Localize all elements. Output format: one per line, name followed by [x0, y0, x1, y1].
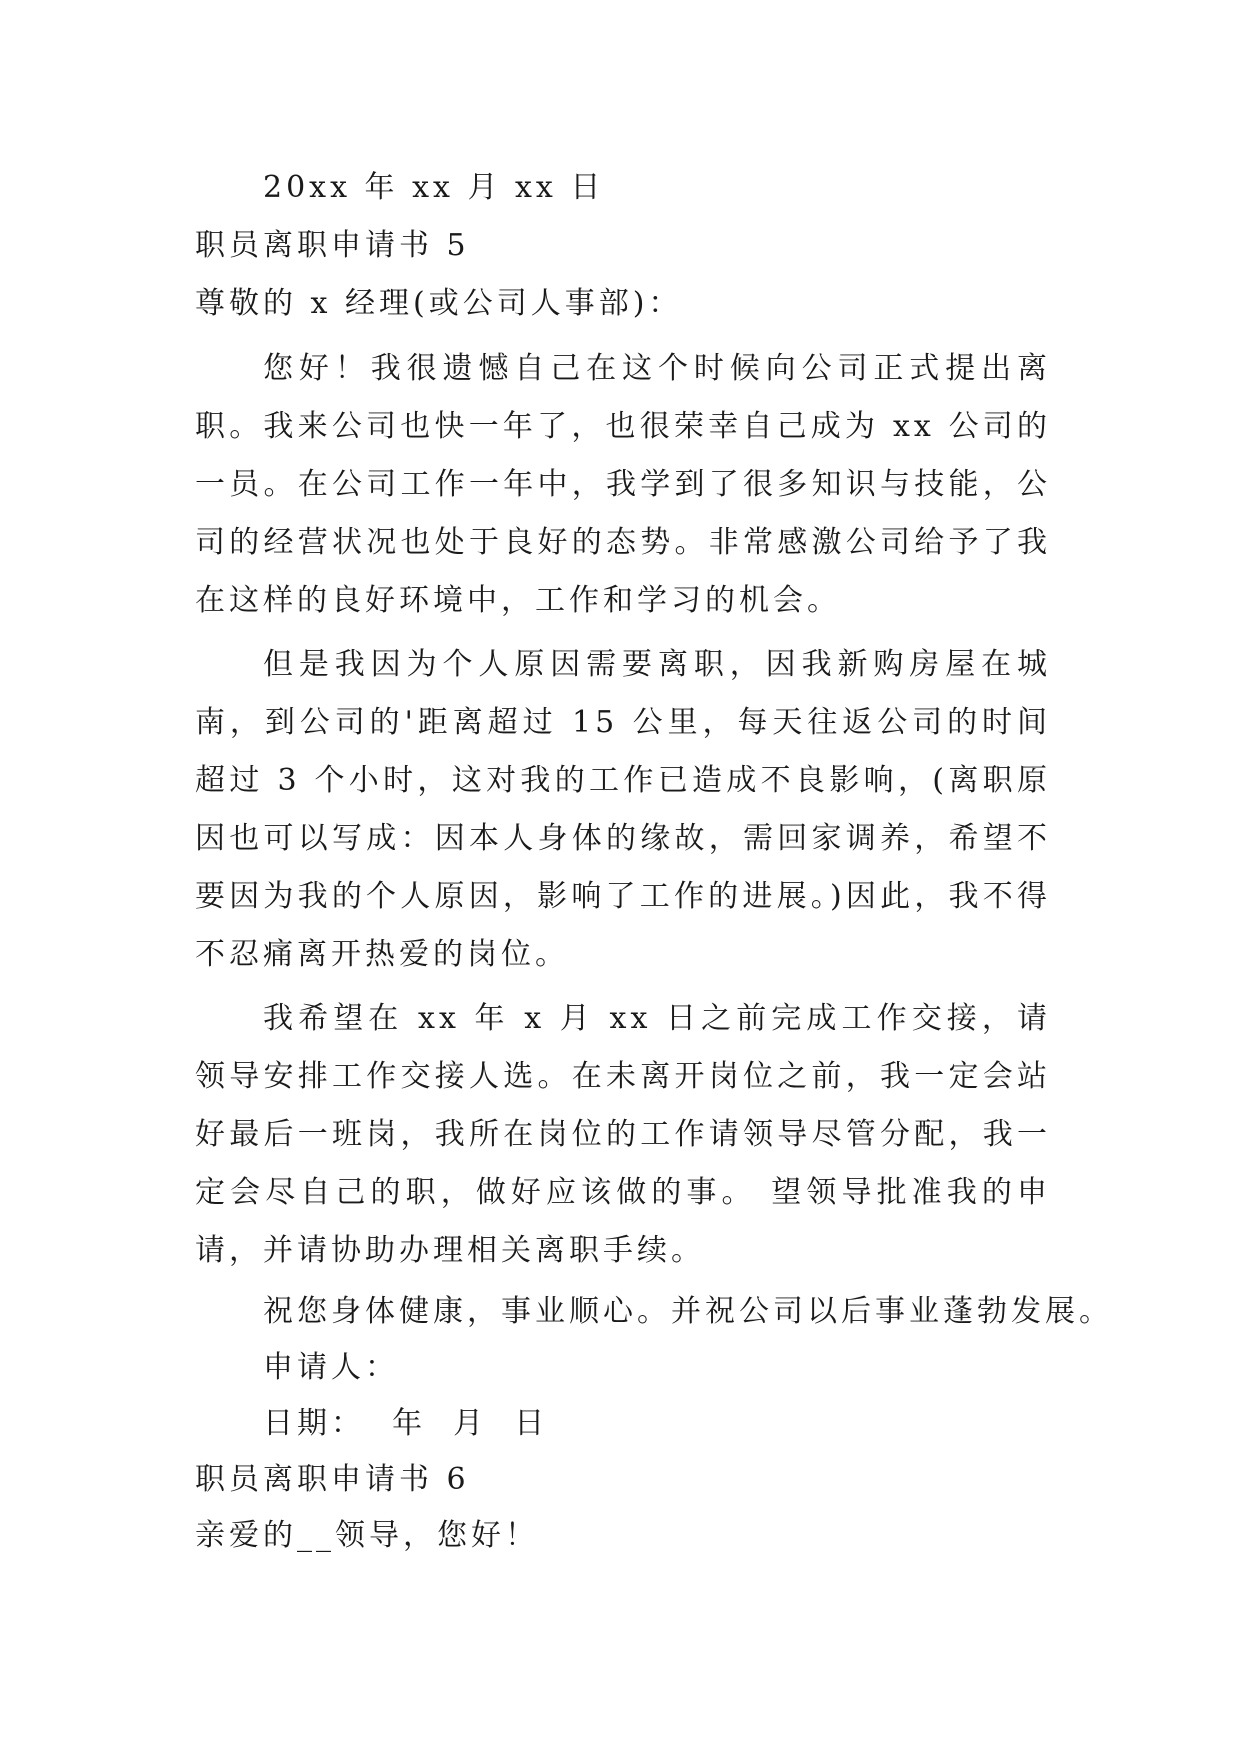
letter-5-applicant: 申请人：	[263, 1350, 399, 1385]
document-page	[195, 160, 1113, 1564]
letter-5-paragraph-3: 我希望在 xx 年 x 月 xx 日之前完成工作交接，请领导安排工作交接人选。在未离开岗位之前，我一定会站好最后一班岗，我所在岗位的工作请领导尽管分配，我一定会尽自己的职，做好应该做的事。 望领导批准我的申请，并请协助办理相关离职手续。	[195, 1001, 1051, 1268]
letter-6-title: 职员离职申请书 6	[195, 1462, 470, 1497]
letter-5-salutation: 尊敬的 x 经理(或公司人事部)：	[195, 286, 683, 321]
letter-5-wishes: 祝您身体健康，事业顺心。并祝公司以后事业蓬勃发展。	[263, 1294, 1113, 1329]
letter-date: 20xx 年 xx 月 xx 日	[263, 170, 605, 205]
letter-5-paragraph-2: 但是我因为个人原因需要离职，因我新购房屋在城南，到公司的'距离超过 15 公里，每天往返公司的时间超过 3 个小时，这对我的工作已造成不良影响，(离职原因也可以写成：因本人身体的缘故，需回家调养，希望不要因为我的个人原因，影响了工作的进展。)因此，我不得不忍痛离开热爱的岗位。	[195, 647, 1051, 972]
letter-5-title: 职员离职申请书 5	[195, 228, 470, 263]
letter-5-paragraph-1: 您好！我很遗憾自己在这个时候向公司正式提出离职。我来公司也快一年了，也很荣幸自己成为 xx 公司的一员。在公司工作一年中，我学到了很多知识与技能，公司的经营状况也处于良好的态势。非常感激公司给予了我在这样的良好环境中，工作和学习的机会。	[195, 351, 1051, 618]
letter-5-date-label: 日期： 年 月 日	[263, 1406, 549, 1441]
letter-6-salutation: 亲爱的__领导，您好！	[195, 1518, 539, 1553]
